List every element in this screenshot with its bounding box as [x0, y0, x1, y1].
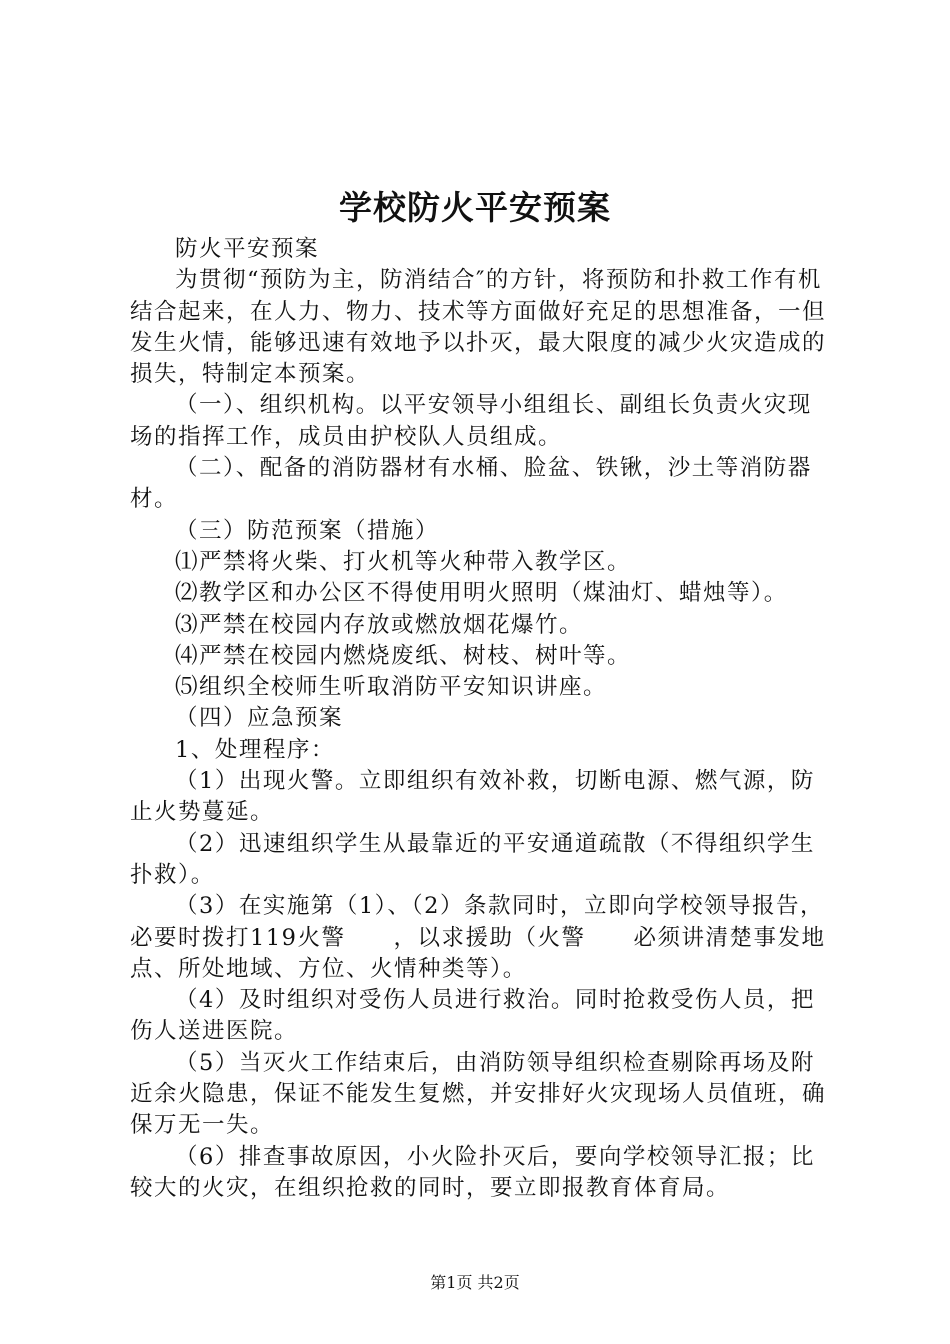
procedure-step-6: （6）排查事故原因，小火险扑灭后，要向学校领导汇报；比较大的火灾，在组织抢救的同时，要立即报教育体育局。	[130, 1143, 815, 1201]
paragraph-heading: 防火平安预案	[175, 236, 320, 262]
procedure-step-4: （4）及时组织对受伤人员进行救治。同时抢救受伤人员，把伤人送进医院。	[130, 987, 815, 1045]
document-body	[130, 234, 830, 1204]
prevention-item-4: ⑷严禁在校园内燃烧废纸、树枝、树叶等。	[175, 642, 632, 669]
procedure-step-3: （3）在实施第（1）、（2）条款同时，立即向学校领导报告，必要时拨打119火警 ，以求援助（火警 必须讲清楚事发地点、所处地域、方位、火情种类等）。	[130, 893, 826, 982]
prevention-item-2: ⑵教学区和办公区不得使用明火照明（煤油灯、蜡烛等）。	[175, 580, 788, 607]
paragraph-prevention-heading: （三）防范预案（措施）	[175, 517, 440, 544]
procedure-step-2: （2）迅速组织学生从最靠近的平安通道疏散（不得组织学生扑救）。	[130, 830, 815, 888]
paragraph-intro: 为贯彻“预防为主，防消结合″的方针，将预防和扑救工作有机结合起来，在人力、物力、技术等方面做好充足的思想准备，一但发生火情，能够迅速有效地予以扑灭，最大限度的减少火灾造成的损失，特制定本预案。	[130, 267, 827, 388]
paragraph-emergency-heading: （四）应急预案	[175, 705, 344, 732]
page-footer: 第1页 共2页	[430, 1273, 520, 1292]
procedure-step-1: （1）出现火警。立即组织有效补救，切断电源、燃气源，防止火势蔓延。	[130, 768, 815, 826]
document-title: 学校防火平安预案	[339, 188, 611, 227]
procedure-step-5: （5）当灭火工作结束后，由消防领导组织检查剔除再场及附近余火隐患，保证不能发生复燃，并安排好火灾现场人员值班，确保万无一失。	[130, 1049, 827, 1139]
paragraph-equipment: （二）、配备的消防器材有水桶、脸盆、铁锹，沙土等消防器材。	[130, 455, 812, 513]
paragraph-procedure-heading: 1、处理程序：	[175, 736, 335, 763]
paragraph-organization: （一）、组织机构。以平安领导小组组长、副组长负责火灾现场的指挥工作，成员由护校队人员组成。	[130, 392, 812, 450]
prevention-item-3: ⑶严禁在校园内存放或燃放烟花爆竹。	[175, 611, 584, 638]
prevention-item-1: ⑴严禁将火柴、打火机等火种带入教学区。	[175, 548, 632, 575]
prevention-item-5: ⑸组织全校师生听取消防平安知识讲座。	[175, 674, 608, 701]
